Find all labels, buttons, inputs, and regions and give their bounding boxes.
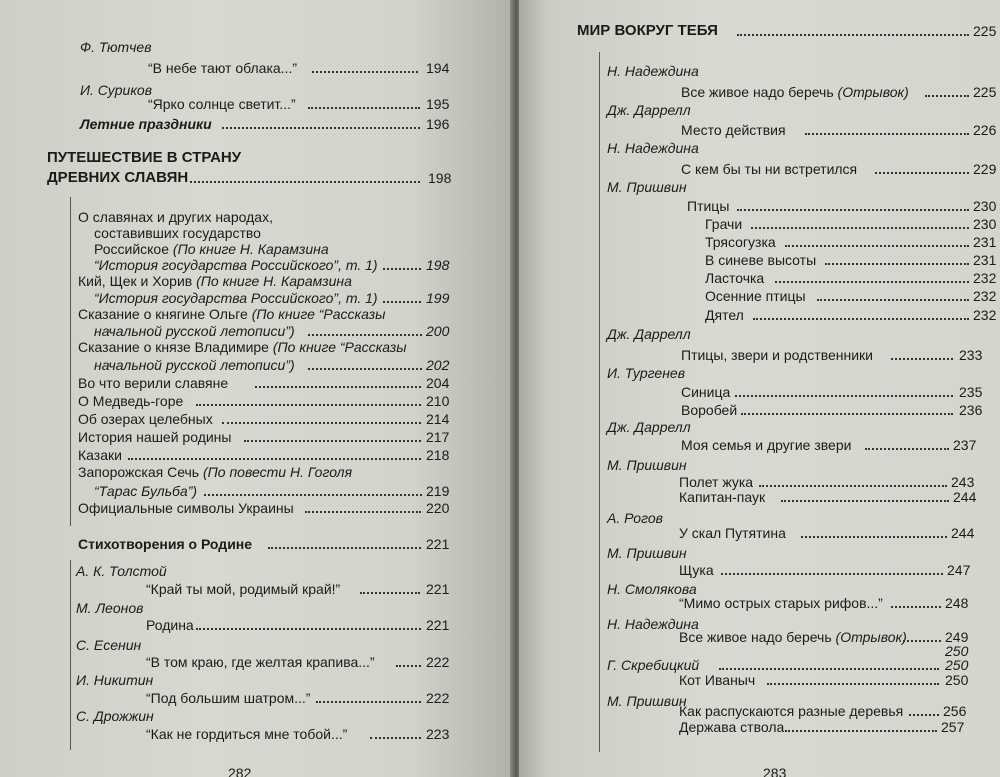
page-number: 233: [959, 347, 983, 363]
leader-dots: [925, 95, 969, 97]
entry-title: Сказание о княгине Ольге: [78, 306, 252, 322]
author-name: И. Никитин: [76, 672, 154, 688]
page-number: 196: [426, 116, 450, 132]
author-name: М. Пришвин: [607, 457, 687, 473]
page-number: 235: [959, 384, 983, 400]
entry-title: Все живое надо беречь: [679, 629, 836, 645]
entry-title: Синица: [681, 384, 731, 400]
leader-dots: [268, 547, 421, 549]
page-number: 236: [959, 402, 983, 418]
entry-title: Официальные символы Украины: [78, 500, 294, 516]
page-number: 200: [426, 323, 450, 339]
leader-dots: [817, 299, 969, 301]
entry-title: Летние праздники: [80, 116, 212, 132]
entry-title: составивших государство: [94, 225, 261, 241]
entry-source: “История государства Российского”, т. 1): [94, 290, 378, 306]
page-number: 257: [941, 719, 965, 735]
leader-dots: [396, 665, 421, 667]
author-name: А. К. Толстой: [76, 563, 167, 579]
author-name: Дж. Даррелл: [607, 326, 691, 342]
entry-source: (Отрывок): [837, 84, 909, 100]
leader-dots: [891, 358, 953, 360]
entry-title: Осенние птицы: [705, 288, 806, 304]
leader-dots: [190, 181, 420, 183]
entry-title: “В том краю, где желтая крапива...”: [146, 654, 375, 670]
entry-title: О Медведь-горе: [78, 393, 184, 409]
leader-dots: [805, 133, 969, 135]
page-number: 221: [426, 581, 450, 597]
right-page: [519, 0, 1000, 777]
toc-entry-summer-holidays[interactable]: [0, 113, 512, 135]
leader-dots: [370, 737, 421, 739]
entry-title: О славянах и других народах,: [78, 209, 273, 225]
leader-dots: [360, 592, 420, 594]
section-title: ДРЕВНИХ СЛАВЯН: [47, 169, 189, 186]
page-number: 221: [426, 617, 450, 633]
entry-title: “Под большим шатром...”: [146, 690, 311, 706]
leader-dots: [316, 701, 421, 703]
page-number: 250: [945, 643, 969, 659]
toc-entry-spider[interactable]: [519, 486, 1000, 508]
page-number: 232: [973, 270, 997, 286]
page-number: 204: [426, 375, 450, 391]
section-heading-line1: [0, 147, 512, 169]
author-name: И. Суриков: [80, 82, 153, 98]
entry-title: Сказание о князе Владимире: [78, 339, 273, 355]
page-number: 244: [951, 525, 975, 541]
entry-source: начальной русской летописи”): [94, 323, 295, 339]
leader-dots: [801, 536, 947, 538]
page-number: 199: [426, 290, 450, 306]
entry-title: Капитан-паук: [679, 489, 766, 505]
entry-title: “Ярко солнце светит...”: [148, 96, 296, 112]
entry-title: Об озерах целебных: [78, 411, 213, 427]
author-name: Дж. Даррелл: [607, 102, 691, 118]
leader-dots: [785, 245, 969, 247]
page-number: 256: [943, 703, 967, 719]
page-number: 231: [973, 252, 997, 268]
page-number: 250: [945, 657, 969, 673]
entry-title: Российское: [94, 241, 173, 257]
entry-title: “Как не гордиться мне тобой...”: [146, 726, 348, 742]
page-number: 250: [945, 672, 969, 688]
leader-dots: [753, 318, 969, 320]
entry-title: У скал Путятина: [679, 525, 786, 541]
author-name: Н. Надеждина: [607, 63, 699, 79]
author-nadezhdina: [519, 137, 1000, 159]
page-number: 237: [953, 437, 977, 453]
page-number: 225: [973, 23, 997, 39]
page-number: 225: [973, 84, 997, 100]
leader-dots: [204, 494, 422, 496]
page-number: 220: [426, 500, 450, 516]
entry-source: (По повести Н. Гоголя: [203, 464, 353, 480]
author-name: С. Есенин: [76, 637, 142, 653]
entry-title: Кот Иваныч: [679, 672, 756, 688]
entry-title: Место действия: [681, 122, 786, 138]
page-number: 222: [426, 654, 450, 670]
entry-source: начальной русской летописи”): [94, 357, 295, 373]
section-title: ПУТЕШЕСТВИЕ В СТРАНУ: [47, 149, 242, 166]
entry-title: В синеве высоты: [705, 252, 817, 268]
entry-title: “Край ты мой, родимый край!”: [146, 581, 341, 597]
author-name: С. Дрожжин: [76, 708, 154, 724]
leader-dots: [751, 227, 969, 229]
entry-title: “Мимо острых старых рифов...”: [679, 595, 883, 611]
author-darrell: [519, 323, 1000, 345]
page-number: 218: [426, 447, 450, 463]
leader-dots: [308, 368, 422, 370]
entry-title: Как распускаются разные деревья: [679, 703, 904, 719]
page-number: 230: [973, 198, 997, 214]
entry-title: Кий, Щек и Хорив: [78, 273, 197, 289]
page-number: 223: [426, 726, 450, 742]
entry-title: Птицы, звери и родственники: [681, 347, 873, 363]
author-tyutchev: [0, 36, 512, 58]
leader-dots: [865, 448, 949, 450]
leader-dots: [222, 127, 420, 129]
leader-dots: [767, 683, 939, 685]
leader-dots: [735, 395, 953, 397]
page-number: 221: [426, 536, 450, 552]
page-number: 232: [973, 307, 997, 323]
page-number: 195: [426, 96, 450, 112]
leader-dots: [737, 34, 969, 36]
toc-entry-section-world[interactable]: [519, 20, 1000, 42]
entry-title: “В небе тают облака...”: [148, 60, 298, 76]
page-number: 219: [426, 483, 450, 499]
leader-dots: [891, 606, 941, 608]
entry-source: (Отрывок): [835, 629, 907, 645]
entry-title: Запорожская Сечь: [78, 464, 203, 480]
page-folio: 283: [763, 765, 787, 777]
author-name: Дж. Даррелл: [607, 419, 691, 435]
toc-entry-reefs[interactable]: [519, 592, 1000, 614]
author-darrell: [519, 99, 1000, 121]
leader-dots: [741, 413, 953, 415]
leader-dots: [737, 209, 969, 211]
toc-entry-trunk[interactable]: [519, 716, 1000, 738]
entry-source: (По книге Н. Карамзина: [172, 241, 329, 257]
leader-dots: [196, 404, 421, 406]
entry-title: Ласточка: [705, 270, 765, 286]
entry-title: Казаки: [78, 447, 122, 463]
page-number: 222: [426, 690, 450, 706]
entry-source: (По книге “Рассказы: [272, 339, 407, 355]
page-number: 226: [973, 122, 997, 138]
entry-title: Стихотворения о Родине: [78, 536, 253, 552]
author-name: Ф. Тютчев: [80, 39, 152, 55]
entry-title: Моя семья и другие звери: [681, 437, 852, 453]
toc-entry-section-slavs[interactable]: [0, 167, 512, 189]
entry-title: Воробей: [681, 402, 738, 418]
toc-entry-family[interactable]: [519, 434, 1000, 456]
entry-title: Щука: [679, 562, 714, 578]
page-number: 230: [973, 216, 997, 232]
author-name: Н. Надеждина: [607, 616, 699, 632]
leader-dots: [721, 573, 943, 575]
entry-source: “История государства Российского”, т. 1): [94, 257, 378, 273]
toc-entry-rocks[interactable]: [519, 522, 1000, 544]
entry-title: Грачи: [705, 216, 743, 232]
entry-title: Дятел: [705, 307, 744, 323]
page-number: 198: [426, 257, 450, 273]
page-number: 229: [973, 161, 997, 177]
page-number: 194: [426, 60, 450, 76]
leader-dots: [775, 281, 969, 283]
page-number: 232: [973, 288, 997, 304]
author-name: М. Леонов: [76, 600, 144, 616]
toc-entry-leonov-poem[interactable]: [0, 614, 512, 636]
toc-entry-poems-homeland[interactable]: [0, 533, 512, 555]
entry-title: Родина: [146, 617, 194, 633]
author-nadezhdina: [519, 60, 1000, 82]
author-name: И. Тургенев: [607, 365, 685, 381]
entry-title: Птицы: [687, 198, 730, 214]
leader-dots: [825, 263, 969, 265]
author-name: М. Пришвин: [607, 545, 687, 561]
entry-source: (По книге Н. Карамзина: [196, 273, 352, 289]
leader-dots: [312, 71, 418, 73]
entry-title: История нашей родины: [78, 429, 232, 445]
toc-entry-tyutchev-poem[interactable]: [0, 57, 512, 79]
leader-dots: [305, 511, 421, 513]
page-number: 249: [945, 629, 969, 645]
author-name: Н. Надеждина: [607, 140, 699, 156]
author-name: Н. Смолякова: [607, 581, 697, 597]
toc-entry-cat[interactable]: [519, 669, 1000, 691]
leader-dots: [255, 386, 421, 388]
toc-entry-surikov-poem[interactable]: [0, 93, 512, 115]
entry-title: Трясогузка: [705, 234, 776, 250]
page-number: 202: [426, 357, 450, 373]
leader-dots: [222, 422, 421, 424]
entry-title: Держава ствола: [679, 719, 785, 735]
page-number: 210: [426, 393, 450, 409]
leader-dots: [244, 440, 421, 442]
leader-dots: [308, 107, 420, 109]
page-number: 198: [428, 170, 452, 186]
author-name: М. Пришвин: [607, 179, 687, 195]
entry-title: Во что верили славяне: [78, 375, 229, 391]
entry-title: Полет жука: [679, 474, 754, 490]
entry-source: “Тарас Бульба”): [94, 483, 198, 499]
author-name: М. Пришвин: [607, 693, 687, 709]
page-number: 243: [951, 474, 975, 490]
leader-dots: [875, 172, 969, 174]
entry-title: Все живое надо беречь: [681, 84, 838, 100]
page-folio: 282: [228, 765, 252, 777]
page-number: 231: [973, 234, 997, 250]
entry-title: С кем бы ты ни встретился: [681, 161, 858, 177]
page-number: 217: [426, 429, 450, 445]
leader-dots: [128, 458, 421, 460]
author-name: Г. Скребицкий: [607, 657, 700, 673]
page-number: 248: [945, 595, 969, 611]
leader-dots: [785, 730, 937, 732]
author-name: А. Рогов: [607, 510, 663, 526]
page-number: 244: [953, 489, 977, 505]
page-number: 214: [426, 411, 450, 427]
entry-source: (По книге “Рассказы: [251, 306, 386, 322]
page-number: 247: [947, 562, 971, 578]
leader-dots: [781, 500, 949, 502]
section-title: МИР ВОКРУГ ТЕБЯ: [577, 22, 718, 39]
toc-entry-drozhzhin-poem[interactable]: [0, 723, 512, 745]
leader-dots: [196, 628, 421, 630]
toc-entry-symbols[interactable]: [0, 497, 512, 519]
